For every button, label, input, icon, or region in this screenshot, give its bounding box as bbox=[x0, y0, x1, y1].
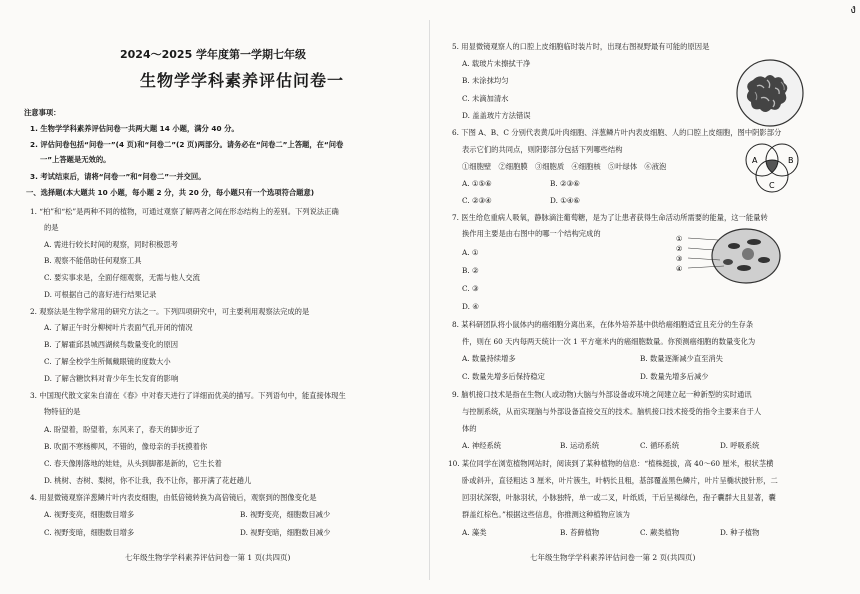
cell-label-3: ③ bbox=[676, 255, 683, 263]
venn-label-a: A bbox=[752, 156, 758, 165]
q4-stem: 4. 用显微镜观察洋葱鳞片叶内表皮细胞，由低倍镜转换为高倍镜后，观察到的图像变化是 bbox=[30, 493, 317, 502]
section-title: 一、选择题(本大题共 10 小题，每小题 2 分，共 20 分，每小题只有一个选项符合题意) bbox=[26, 188, 315, 197]
page-2 bbox=[430, 0, 860, 594]
q3-stem: 3. 中国现代散文家朱自清在《春》中对春天进行了详细而优美的描写。下列语句中，能直接体现生 bbox=[30, 391, 346, 400]
cell-label-2: ② bbox=[676, 245, 683, 253]
q6-option: B. ②③⑥ bbox=[550, 179, 580, 188]
q1-option: C. 要实事求是，全面仔细观察，无需与他人交流 bbox=[44, 273, 200, 282]
corner-mark: ง bbox=[850, 2, 856, 16]
q4-option: B. 视野变亮，细胞数目减少 bbox=[240, 510, 331, 519]
q10-option: B. 苔藓植物 bbox=[560, 528, 600, 537]
page-footer: 七年级生物学学科素养评估问卷一第 2 页(共四页) bbox=[530, 553, 696, 562]
q1-stem: 的是 bbox=[44, 223, 59, 232]
cell-label-4: ④ bbox=[676, 265, 683, 273]
q7-stem: 7. 医生给危重病人吸氧，静脉滴注葡萄糖，是为了让患者获得生命活动所需要的能量，这一能量转 bbox=[452, 213, 768, 222]
q9-option: D. 呼吸系统 bbox=[720, 441, 760, 450]
q4-option: C. 视野变暗，细胞数目增多 bbox=[44, 528, 135, 537]
q5-option: D. 盖盖玻片方法错误 bbox=[462, 111, 531, 120]
q9-option: B. 运动系统 bbox=[560, 441, 600, 450]
microscope-field-image bbox=[735, 58, 805, 128]
note-line: 3. 考试结束后，请将“问卷一”和“问卷二”一并交回。 bbox=[30, 172, 206, 181]
q8-option: B. 数量逐渐减少直至消失 bbox=[640, 354, 723, 363]
q9-option: A. 神经系统 bbox=[462, 441, 502, 450]
header-year: 2024～2025 学年度第一学期七年级 bbox=[120, 48, 307, 61]
q8-option: A. 数量持续增多 bbox=[462, 354, 516, 363]
q1-option: B. 观察不能借助任何观察工具 bbox=[44, 256, 142, 265]
note-line: 2. 评估问卷包括“问卷一”(4 页)和“问卷二”(2 页)两部分。请务必在“问卷二”上答题，在“问卷 bbox=[30, 140, 344, 149]
page-footer: 七年级生物学学科素养评估问卷一第 1 页(共四页) bbox=[125, 553, 291, 562]
q5-stem: 5. 用显微镜观察人的口腔上皮细胞临时装片时，出现右图视野最有可能的原因是 bbox=[452, 42, 710, 51]
q5-option: B. 未涂抹均匀 bbox=[462, 76, 509, 85]
q7-option: A. ① bbox=[462, 248, 479, 257]
q9-stem: 与控制系统，从而实现脑与外部设备直接交互的技术。脑机接口技术接受的指令主要来自于人 bbox=[462, 407, 762, 416]
q4-option: A. 视野变亮，细胞数目增多 bbox=[44, 510, 135, 519]
q10-stem: 回羽状深裂，叶脉羽状，小脉独特，单一或二叉，叶纸质，干后呈褐绿色，孢子囊群大且显著，囊 bbox=[462, 493, 776, 502]
q2-option: C. 了解全校学生所佩戴眼镜的度数大小 bbox=[44, 357, 171, 366]
q6-option: A. ①⑤⑥ bbox=[462, 179, 492, 188]
q7-stem: 换作用主要是由右图中的哪一个结构完成的 bbox=[462, 229, 601, 238]
q8-option: D. 数量先增多后减少 bbox=[640, 372, 709, 381]
q3-option: D. 桃树、杏树、梨树，你不让我，我不让你，都开满了花赶趟儿 bbox=[44, 476, 252, 485]
q2-option: D. 了解含糖饮料对青少年生长发育的影响 bbox=[44, 374, 179, 383]
q7-option: D. ④ bbox=[462, 302, 479, 311]
q9-option: C. 循环系统 bbox=[640, 441, 680, 450]
notes-title: 注意事项： bbox=[24, 108, 61, 117]
plant-cell-image bbox=[674, 226, 784, 286]
q10-option: D. 种子植物 bbox=[720, 528, 760, 537]
venn-label-b: B bbox=[788, 156, 794, 165]
q5-option: A. 载玻片未擦拭干净 bbox=[462, 59, 531, 68]
venn-diagram bbox=[738, 138, 808, 198]
cell-label-1: ① bbox=[676, 235, 683, 243]
q8-stem: 8. 某科研团队将小鼠体内的癌细胞分离出来，在体外培养基中供给癌细胞适宜且充分的生存条 bbox=[452, 320, 754, 329]
q3-option: A. 盼望着，盼望着，东风来了，春天的脚步近了 bbox=[44, 425, 200, 434]
q10-stem: 卧或斜升，直径粗达 3 厘米，叶片簇生，叶柄长且粗，基部覆盖黑色鳞片，叶片呈椭状披针形，二 bbox=[462, 476, 778, 485]
q2-option: A. 了解正午时分柳树叶片表面气孔开闭的情况 bbox=[44, 323, 193, 332]
q1-option: D. 可根据自己的喜好进行结果记录 bbox=[44, 290, 157, 299]
q9-stem: 9. 脑机接口技术是指在生物(人或动物)大脑与外部设备或环境之间建立起一种新型的实时通讯 bbox=[452, 390, 752, 399]
q6-option: C. ②③④ bbox=[462, 196, 492, 205]
q7-option: B. ② bbox=[462, 266, 479, 275]
q7-option: C. ③ bbox=[462, 284, 479, 293]
q10-stem: 群盖红棕色。”根据这些信息，你推测这种植物应该为 bbox=[462, 510, 630, 519]
q6-option: D. ①④⑥ bbox=[550, 196, 580, 205]
q5-option: C. 未滴加清水 bbox=[462, 94, 509, 103]
q3-stem: 物特征的是 bbox=[44, 407, 81, 416]
q2-option: B. 了解霍邱县城西湖候鸟数量变化的原因 bbox=[44, 340, 179, 349]
q3-option: C. 春天像刚落地的娃娃，从头到脚都是新的，它生长着 bbox=[44, 459, 222, 468]
q10-option: A. 藻类 bbox=[462, 528, 487, 537]
q4-option: D. 视野变暗，细胞数目减少 bbox=[240, 528, 331, 537]
note-line: 1. 生物学学科素养评估问卷一共两大题 14 小题，满分 40 分。 bbox=[30, 124, 239, 133]
page-title: 生物学学科素养评估问卷一 bbox=[140, 71, 345, 90]
q10-option: C. 蕨类植物 bbox=[640, 528, 680, 537]
q1-stem: 1. “柏”和“松”是两种不同的植物，可通过观察了解两者之间在形态结构上的差别。下列说法正确 bbox=[30, 207, 339, 216]
q6-stem: 表示它们的共同点，则阴影部分包括下列哪些结构 bbox=[462, 145, 623, 154]
q1-option: A. 需进行较长时间的观察，同时积极思考 bbox=[44, 240, 178, 249]
q8-option: C. 数量先增多后保持稳定 bbox=[462, 372, 545, 381]
q3-option: B. 吹面不寒杨柳风，不错的，像母亲的手抚摸着你 bbox=[44, 442, 208, 451]
q9-stem: 体的 bbox=[462, 424, 477, 433]
q10-stem: 10. 某位同学在浏览植物网站时，阅读到了某种植物的信息：“植株挺拔，高 40～60 厘米，根状茎横 bbox=[448, 459, 774, 468]
venn-label-c: C bbox=[769, 181, 775, 190]
note-line: 一”上答题是无效的。 bbox=[40, 155, 111, 164]
q6-items: ①细胞壁 ②细胞膜 ③细胞质 ④细胞核 ⑤叶绿体 ⑥液泡 bbox=[462, 162, 667, 171]
q6-stem: 6. 下图 A、B、C 分别代表黄瓜叶肉细胞、洋葱鳞片叶内表皮细胞、人的口腔上皮细胞，图中阴影部分 bbox=[452, 128, 782, 137]
q8-stem: 件，则在 60 天内每两天统计一次 1 平方毫米内的癌细胞数量。你预测癌细胞的数量变化为 bbox=[462, 337, 756, 346]
q2-stem: 2. 观察法是生物学常用的研究方法之一。下列四项研究中，可主要利用观察法完成的是 bbox=[30, 307, 310, 316]
